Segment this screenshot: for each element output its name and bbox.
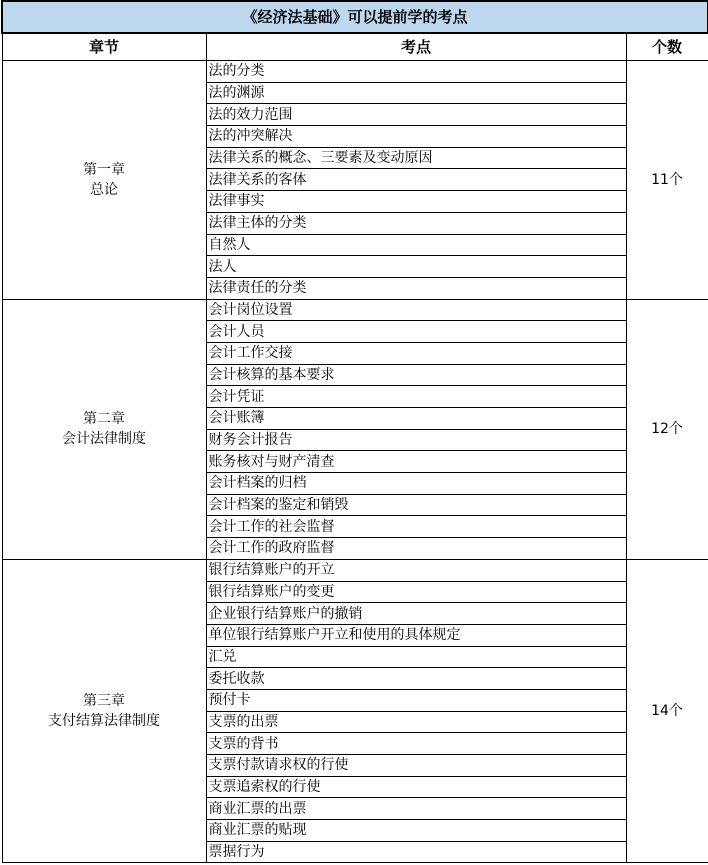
exam-point: 支票付款请求权的行使 [206,755,626,777]
chapter-cell [2,299,206,559]
point-count: 11个 [626,61,708,300]
chapter-subtitle: 会计法律制度 [62,431,146,448]
exam-point: 财务会计报告 [206,429,626,451]
table-title: 《经济法基础》可以提前学的考点 [2,1,708,33]
table-row [2,559,708,581]
exam-point: 法的效力范围 [206,104,626,126]
header-count: 个数 [626,33,708,61]
exam-point: 预付卡 [206,689,626,711]
chapter-name: 第二章 [83,411,125,428]
exam-point: 法律责任的分类 [206,277,626,299]
exam-point: 自然人 [206,234,626,256]
exam-point: 会计工作交接 [206,342,626,364]
chapter-name: 第三章 [83,693,125,710]
exam-point: 法人 [206,256,626,278]
exam-point: 支票追索权的行使 [206,776,626,798]
point-count: 14个 [626,559,708,863]
exam-point: 会计核算的基本要求 [206,364,626,386]
header-point: 考点 [206,33,626,61]
exam-point: 法律关系的客体 [206,169,626,191]
exam-point: 会计账簿 [206,408,626,430]
chapter-name: 第一章 [83,161,125,178]
exam-point: 会计岗位设置 [206,299,626,321]
exam-point: 法的分类 [206,61,626,83]
title-row [2,1,708,33]
exam-point: 法的渊源 [206,82,626,104]
exam-point: 支票的出票 [206,711,626,733]
exam-point: 法的冲突解决 [206,126,626,148]
exam-point: 银行结算账户的开立 [206,559,626,581]
exam-point: 会计档案的鉴定和销毁 [206,494,626,516]
exam-point: 账务核对与财产清查 [206,451,626,473]
exam-point: 法律事实 [206,191,626,213]
exam-point: 汇兑 [206,646,626,668]
chapter-subtitle: 支付结算法律制度 [48,713,160,730]
exam-point: 银行结算账户的变更 [206,581,626,603]
point-count: 12个 [626,299,708,559]
exam-point: 商业汇票的出票 [206,798,626,820]
exam-points-table [1,0,708,863]
exam-point: 会计凭证 [206,386,626,408]
exam-point: 法律关系的概念、三要素及变动原因 [206,147,626,169]
table-row [2,299,708,321]
chapter-subtitle: 总论 [90,181,118,198]
exam-point: 票据行为 [206,841,626,863]
exam-point: 委托收款 [206,668,626,690]
exam-point: 会计工作的政府监督 [206,538,626,560]
exam-point: 会计工作的社会监督 [206,516,626,538]
chapter-cell [2,559,206,863]
exam-point: 会计档案的归档 [206,473,626,495]
exam-point: 会计人员 [206,321,626,343]
exam-point: 商业汇票的贴现 [206,820,626,842]
table-row [2,61,708,83]
exam-point: 单位银行结算账户开立和使用的具体规定 [206,624,626,646]
chapter-cell [2,61,206,300]
header-row [2,33,708,61]
header-chapter: 章节 [2,33,206,61]
exam-point: 企业银行结算账户的撤销 [206,603,626,625]
exam-point: 法律主体的分类 [206,212,626,234]
exam-point: 支票的背书 [206,733,626,755]
